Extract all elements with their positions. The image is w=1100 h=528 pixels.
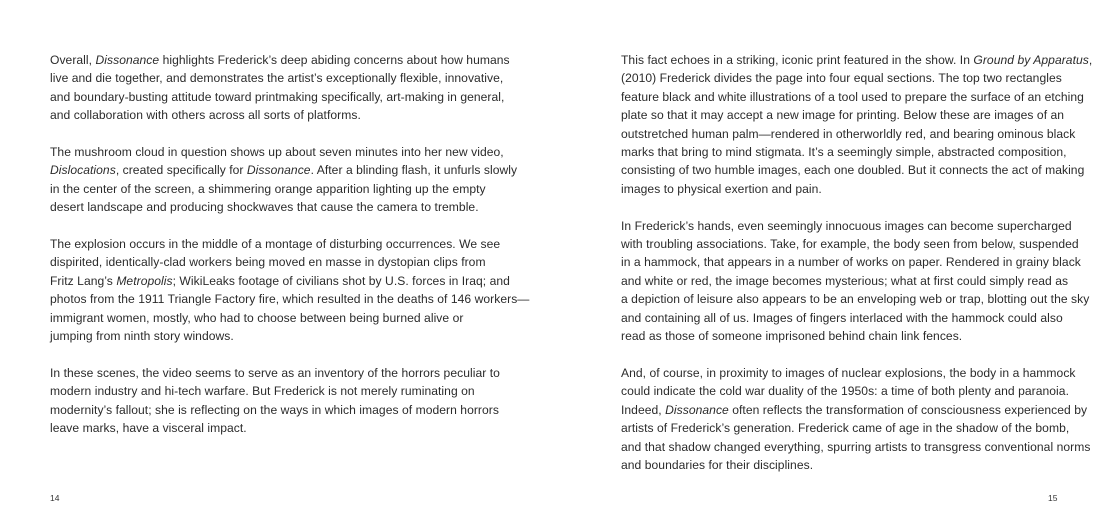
right-page-text bbox=[621, 51, 1093, 493]
italic-title: Ground by Apparatus bbox=[973, 53, 1089, 67]
paragraph bbox=[50, 235, 530, 345]
text-line: In these scenes, the video seems to serve as an inventory of the horrors peculiar to bbox=[50, 365, 500, 380]
text-line: Indeed, Dissonance often reflects the transformation of consciousness experienced by bbox=[621, 402, 1088, 417]
text-line: artists of Frederick’s generation. Frederick came of age in the shadow of the bomb, bbox=[621, 421, 1070, 436]
paragraph bbox=[50, 364, 500, 438]
left-page-text bbox=[50, 51, 530, 456]
text-line: in the center of the screen, a shimmering orange apparition lighting up the empty bbox=[50, 181, 486, 196]
right-page bbox=[550, 0, 1100, 528]
paragraph bbox=[50, 143, 518, 217]
text-line: marks that bring to mind stigmata. It’s a seemingly simple, abstracted composition, bbox=[621, 145, 1067, 160]
page-number-left: 14 bbox=[50, 493, 60, 503]
text-line: read as those of someone imprisoned behind chain link fences. bbox=[621, 329, 963, 344]
text-line: And, of course, in proximity to images of nuclear explosions, the body in a hammock bbox=[621, 365, 1076, 380]
text-line: dispirited, identically-clad workers being moved en masse in dystopian clips from bbox=[50, 255, 486, 270]
text-line: and white or red, the image becomes mysterious; what at first could simply read as bbox=[621, 273, 1069, 288]
text-line: feature black and white illustrations of a tool used to prepare the surface of an etching bbox=[621, 89, 1084, 104]
italic-title: Dissonance bbox=[95, 53, 160, 67]
text-line: (2010) Frederick divides the page into four equal sections. The top two rectangles bbox=[621, 71, 1062, 86]
page-number-right: 15 bbox=[1048, 493, 1058, 503]
text-line: in a hammock, that appears in a number of works on paper. Rendered in grainy black bbox=[621, 255, 1081, 270]
text-line: In Frederick’s hands, even seemingly innocuous images can become supercharged bbox=[621, 218, 1072, 233]
text-line: and containing all of us. Images of fingers interlaced with the hammock could also bbox=[621, 310, 1063, 325]
text-line: a depiction of leisure also appears to be an enveloping web or trap, blotting out the sky bbox=[621, 292, 1090, 307]
text-line: jumping from ninth story windows. bbox=[50, 329, 234, 344]
text-line: live and die together, and demonstrates the artist’s exceptionally flexible, innovative, bbox=[50, 71, 504, 86]
text-line: The mushroom cloud in question shows up about seven minutes into her new video, bbox=[50, 145, 504, 160]
paragraph bbox=[621, 51, 1093, 198]
italic-title: Dislocations bbox=[50, 163, 116, 178]
text-line: images to physical exertion and pain. bbox=[621, 181, 822, 196]
text-line: and that shadow changed everything, spurring artists to transgress conventional norms bbox=[621, 439, 1091, 454]
text-line: Fritz Lang’s Metropolis; WikiLeaks footage of civilians shot by U.S. forces in Iraq; and bbox=[50, 273, 510, 288]
text-line: modernity’s fallout; she is reflecting on the ways in which images of modern horrors bbox=[50, 402, 499, 417]
text-line: with troubling associations. Take, for example, the body seen from below, suspended bbox=[621, 237, 1079, 252]
text-line: photos from the 1911 Triangle Factory fire, which resulted in the deaths of 146 workers— bbox=[50, 292, 530, 307]
paragraph bbox=[621, 217, 1090, 346]
text-line: and collaboration with others across all sorts of platforms. bbox=[50, 108, 361, 123]
text-line: This fact echoes in a striking, iconic print featured in the show. In Ground by Apparatus, bbox=[621, 53, 1093, 67]
italic-title: Dissonance bbox=[246, 163, 311, 178]
text-line: The explosion occurs in the middle of a montage of disturbing occurrences. We see bbox=[50, 237, 501, 252]
text-line: Overall, Dissonance highlights Frederick’s deep abiding concerns about how humans bbox=[50, 53, 510, 67]
text-line: leave marks, have a visceral impact. bbox=[50, 421, 247, 436]
paragraph bbox=[621, 364, 1091, 474]
text-line: could indicate the cold war duality of the 1950s: a time of both plenty and paranoia. bbox=[621, 384, 1069, 399]
paragraph bbox=[50, 51, 510, 125]
text-line: consisting of two humble images, each one doubled. But it connects the act of making bbox=[621, 163, 1085, 178]
text-line: and boundary-busting attitude toward printmaking specifically, art-making in general, bbox=[50, 89, 505, 104]
text-line: modern industry and hi-tech warfare. But Frederick is not merely ruminating on bbox=[50, 384, 475, 399]
text-line: Dislocations, created specifically for Dissonance. After a blinding flash, it unfurls slowly bbox=[50, 163, 518, 178]
text-line: immigrant women, mostly, who had to choose between being burned alive or bbox=[50, 310, 464, 325]
text-line: outstretched human palm—rendered in otherworldly red, and bearing ominous black bbox=[621, 126, 1076, 141]
italic-title: Dissonance bbox=[665, 402, 729, 417]
text-line: desert landscape and producing shockwaves that cause the camera to tremble. bbox=[50, 200, 479, 215]
text-line: plate so that it may accept a new image for printing. Below these are images of an bbox=[621, 108, 1065, 123]
italic-title: Metropolis bbox=[116, 273, 173, 288]
text-line: and boundaries for their disciplines. bbox=[621, 457, 814, 472]
